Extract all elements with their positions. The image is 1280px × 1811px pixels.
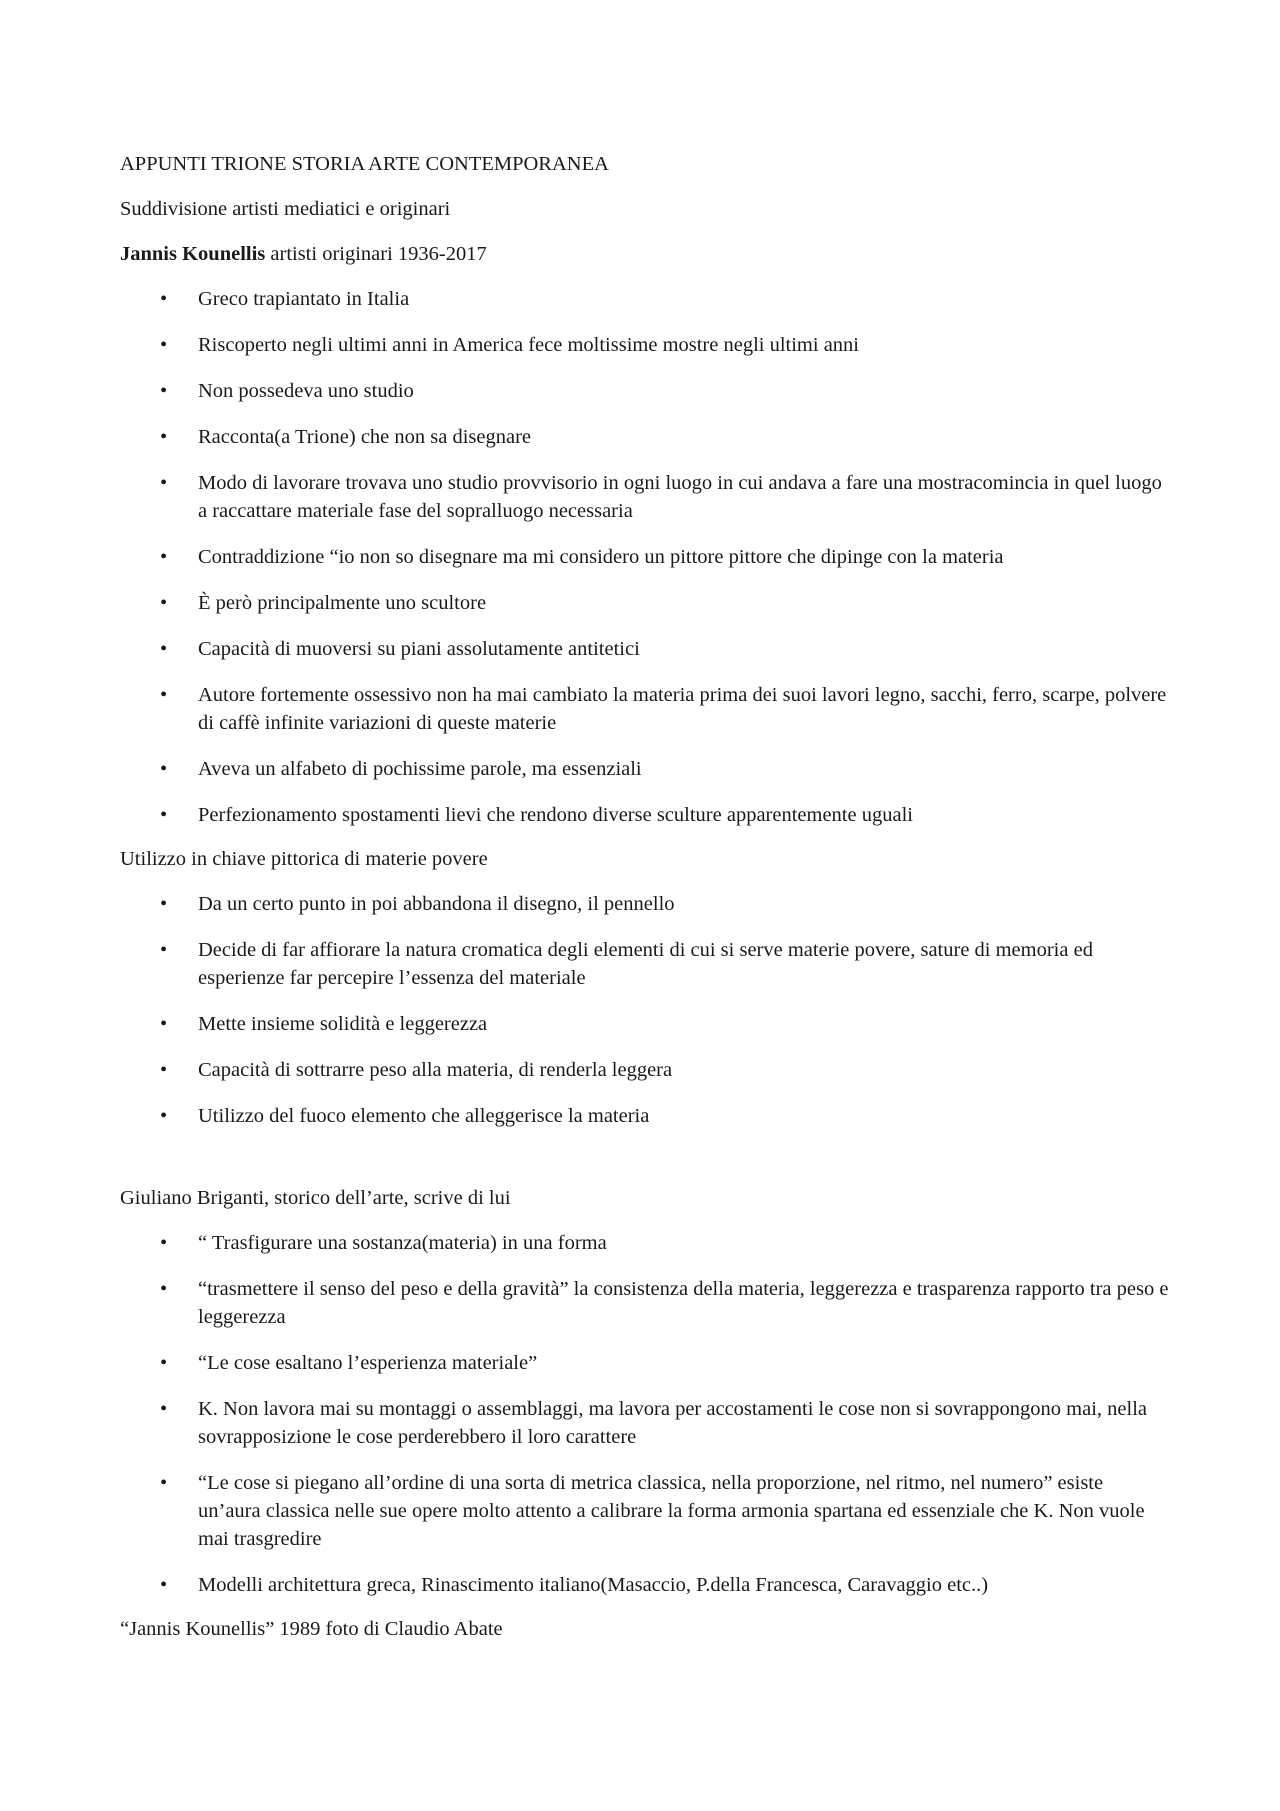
document-subtitle: Suddivisione artisti mediatici e originari bbox=[120, 198, 451, 220]
bullet-icon: • bbox=[160, 1105, 168, 1127]
list-item bbox=[120, 543, 1170, 571]
list-item bbox=[120, 589, 1170, 617]
artist-name: Jannis Kounellis bbox=[120, 243, 266, 265]
list-item-text: “ Trasfigurare una sostanza(materia) in una forma bbox=[198, 1232, 607, 1254]
list-item bbox=[120, 1275, 1170, 1331]
bullet-icon: • bbox=[160, 334, 168, 356]
bullet-icon: • bbox=[160, 1472, 168, 1494]
bullet-icon: • bbox=[160, 1059, 168, 1081]
list-item bbox=[120, 755, 1170, 783]
list-item-text: Contraddizione “io non so disegnare ma mi considero un pittore pittore che dipinge con la materia bbox=[198, 546, 1004, 568]
bullet-icon: • bbox=[160, 1013, 168, 1035]
section3-list bbox=[120, 1229, 1170, 1599]
list-item bbox=[120, 469, 1170, 525]
list-item bbox=[120, 285, 1170, 313]
list-item-text: Non possedeva uno studio bbox=[198, 380, 414, 402]
list-item bbox=[120, 635, 1170, 663]
bullet-icon: • bbox=[160, 592, 168, 614]
list-item bbox=[120, 1229, 1170, 1257]
bullet-icon: • bbox=[160, 472, 168, 494]
bullet-icon: • bbox=[160, 758, 168, 780]
list-item bbox=[120, 1571, 1170, 1599]
list-item-text: Greco trapiantato in Italia bbox=[198, 288, 410, 310]
bullet-icon: • bbox=[160, 804, 168, 826]
list-item-text: K. Non lavora mai su montaggi o assemblaggi, ma lavora per accostamenti le cose non si sovrappongono mai, nella sovrapposizione le cose perderebbero il loro carattere bbox=[198, 1398, 1148, 1448]
list-item-text: Da un certo punto in poi abbandona il disegno, il pennello bbox=[198, 893, 675, 915]
document-page bbox=[120, 150, 1170, 1643]
list-item-text: Modelli architettura greca, Rinascimento italiano(Masaccio, P.della Francesca, Caravaggio etc..) bbox=[198, 1574, 989, 1596]
list-item bbox=[120, 890, 1170, 918]
bullet-icon: • bbox=[160, 893, 168, 915]
list-item bbox=[120, 1102, 1170, 1130]
list-item bbox=[120, 801, 1170, 829]
section3-heading: Giuliano Briganti, storico dell’arte, scrive di lui bbox=[120, 1187, 511, 1209]
bullet-icon: • bbox=[160, 684, 168, 706]
list-item bbox=[120, 423, 1170, 451]
list-item-text: Mette insieme solidità e leggerezza bbox=[198, 1013, 488, 1035]
list-item bbox=[120, 681, 1170, 737]
bullet-icon: • bbox=[160, 1278, 168, 1300]
list-item-text: “trasmettere il senso del peso e della gravità” la consistenza della materia, leggerezza e trasparenza rapporto tra peso e leggerezza bbox=[198, 1278, 1169, 1328]
list-item bbox=[120, 936, 1170, 992]
list-item-text: Capacità di muoversi su piani assolutamente antitetici bbox=[198, 638, 640, 660]
artist-descriptor: artisti originari 1936-2017 bbox=[265, 243, 487, 265]
list-item bbox=[120, 1349, 1170, 1377]
list-item-text: Capacità di sottrarre peso alla materia, di renderla leggera bbox=[198, 1059, 673, 1081]
bullet-icon: • bbox=[160, 1398, 168, 1420]
list-item-text: Modo di lavorare trovava uno studio provvisorio in ogni luogo in cui andava a fare una mostracomincia in quel luogo a raccattare materiale fase del sopralluogo necessaria bbox=[198, 472, 1162, 522]
section-spacer bbox=[120, 1148, 1170, 1186]
bullet-icon: • bbox=[160, 1232, 168, 1254]
bullet-icon: • bbox=[160, 288, 168, 310]
list-item-text: Riscoperto negli ultimi anni in America fece moltissime mostre negli ultimi anni bbox=[198, 334, 859, 356]
list-item-text: Aveva un alfabeto di pochissime parole, ma essenziali bbox=[198, 758, 642, 780]
bullet-icon: • bbox=[160, 426, 168, 448]
section2-list bbox=[120, 890, 1170, 1130]
list-item-text: “Le cose si piegano all’ordine di una sorta di metrica classica, nella proporzione, nel ritmo, nel numero” esiste un’aura classica nelle sue opere molto attento a calibrare la forma armonia spartana ed essenziale che K. Non vuole mai trasgredire bbox=[198, 1472, 1145, 1550]
bullet-icon: • bbox=[160, 1352, 168, 1374]
section2-heading: Utilizzo in chiave pittorica di materie povere bbox=[120, 848, 488, 870]
list-item bbox=[120, 331, 1170, 359]
section1-list bbox=[120, 285, 1170, 829]
list-item bbox=[120, 377, 1170, 405]
document-title: APPUNTI TRIONE STORIA ARTE CONTEMPORANEA bbox=[120, 153, 609, 175]
photo-caption: “Jannis Kounellis” 1989 foto di Claudio Abate bbox=[120, 1618, 503, 1640]
list-item-text: È però principalmente uno scultore bbox=[198, 592, 487, 614]
artist-line bbox=[120, 240, 1170, 268]
list-item-text: Autore fortemente ossessivo non ha mai cambiato la materia prima dei suoi lavori legno, sacchi, ferro, scarpe, polvere di caffè infinite variazioni di queste materie bbox=[198, 684, 1167, 734]
bullet-icon: • bbox=[160, 939, 168, 961]
list-item-text: Decide di far affiorare la natura cromatica degli elementi di cui si serve materie povere, sature di memoria ed esperienze far percepire l’essenza del materiale bbox=[198, 939, 1093, 989]
list-item-text: Racconta(a Trione) che non sa disegnare bbox=[198, 426, 532, 448]
list-item bbox=[120, 1395, 1170, 1451]
list-item bbox=[120, 1469, 1170, 1553]
bullet-icon: • bbox=[160, 546, 168, 568]
bullet-icon: • bbox=[160, 380, 168, 402]
list-item-text: “Le cose esaltano l’esperienza materiale” bbox=[198, 1352, 538, 1374]
bullet-icon: • bbox=[160, 638, 168, 660]
list-item bbox=[120, 1010, 1170, 1038]
bullet-icon: • bbox=[160, 1574, 168, 1596]
list-item-text: Utilizzo del fuoco elemento che alleggerisce la materia bbox=[198, 1105, 650, 1127]
list-item-text: Perfezionamento spostamenti lievi che rendono diverse sculture apparentemente uguali bbox=[198, 804, 913, 826]
list-item bbox=[120, 1056, 1170, 1084]
